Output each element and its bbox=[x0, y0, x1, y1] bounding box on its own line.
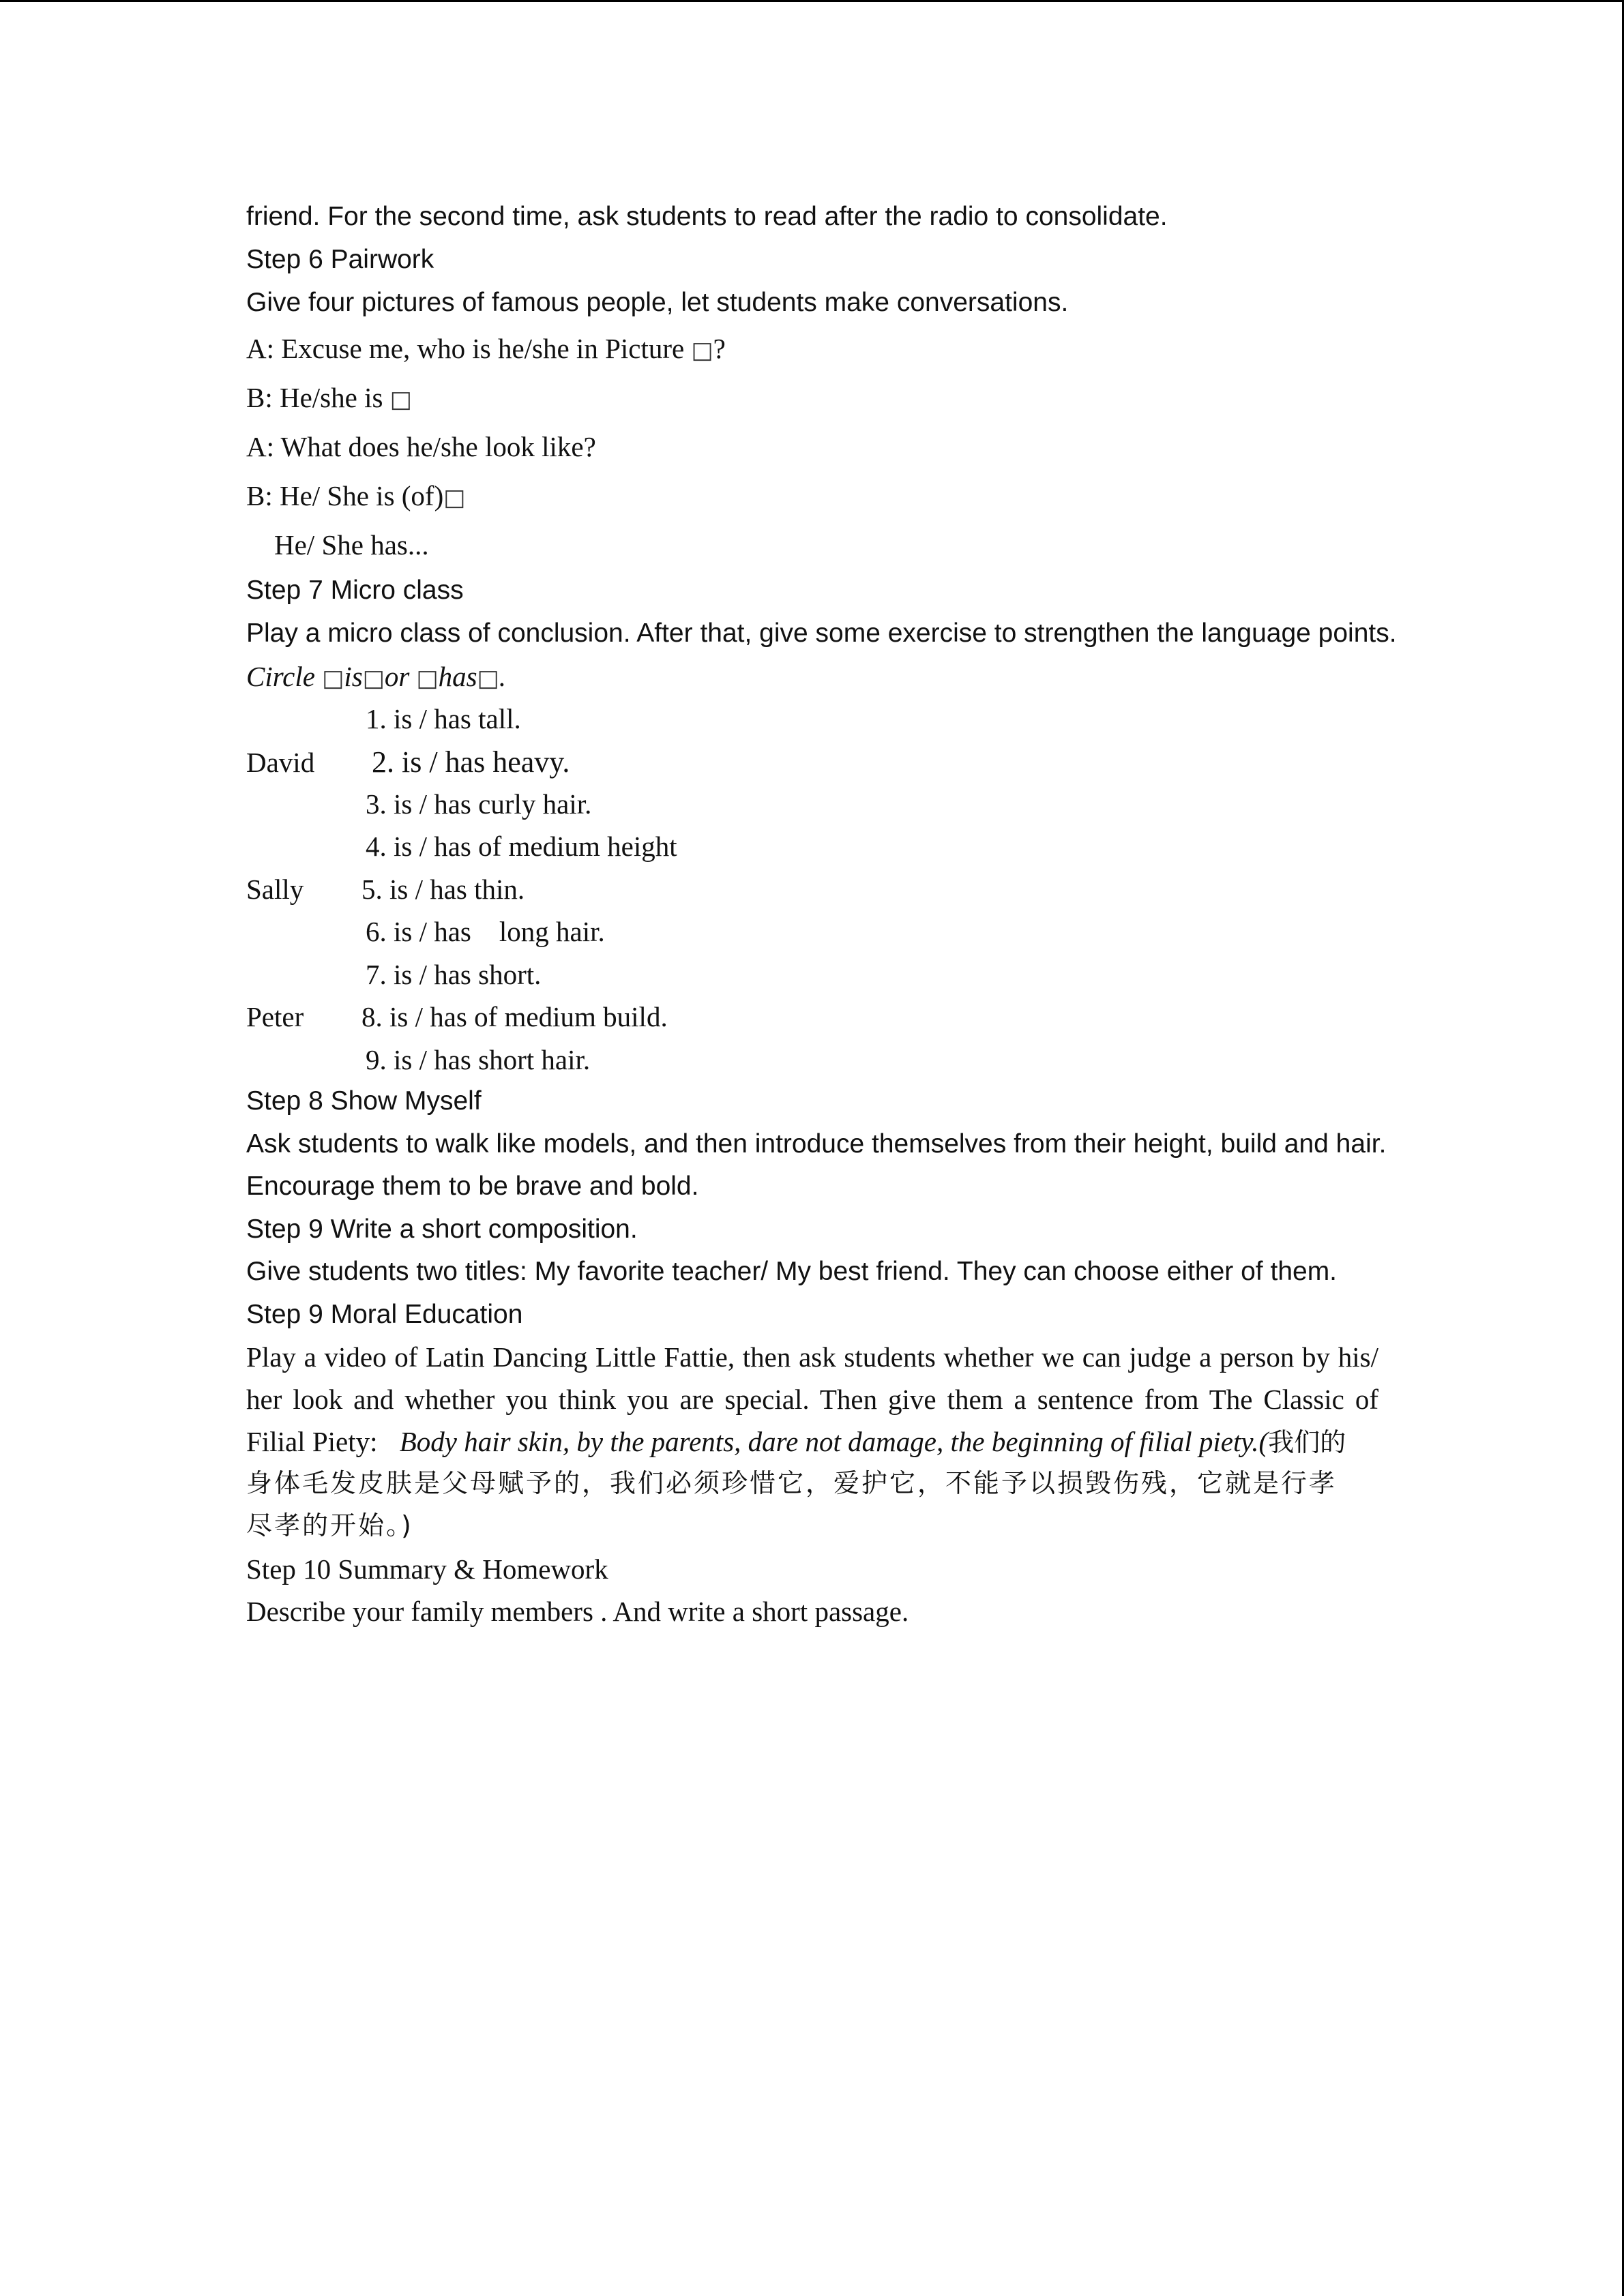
dialogue-text: B: He/she is bbox=[246, 382, 383, 413]
text-line: Play a micro class of conclusion. After that, give some exercise to strengthen the language points. bbox=[246, 618, 1397, 648]
quote-box-icon: □ bbox=[362, 665, 385, 692]
chinese-line: 身体毛发皮肤是父母赋予的，我们必须珍惜它，爱护它，不能予以损毁伤残，它就是行孝 bbox=[246, 1468, 1338, 1498]
exercise-name: Sally bbox=[246, 874, 304, 905]
paragraph-line: her look and whether you think you are special. Then give them a sentence from The Classic of bbox=[246, 1384, 1378, 1415]
step-heading: Step 9 Moral Education bbox=[246, 1300, 523, 1329]
text-line: Give students two titles: My favorite teacher/ My best friend. They can choose either of them. bbox=[246, 1257, 1338, 1286]
text-line: Give four pictures of famous people, let students make conversations. bbox=[246, 288, 1069, 317]
exercise-name: David bbox=[246, 747, 315, 778]
exercise-name: Peter bbox=[246, 1001, 304, 1032]
exercise-item: 9. is / has short hair. bbox=[366, 1044, 591, 1075]
placeholder-box-icon: □ bbox=[443, 484, 466, 511]
chinese-text: 我们的 bbox=[1268, 1427, 1346, 1457]
text-line: friend. For the second time, ask students to read after the radio to consolidate. bbox=[246, 202, 1168, 231]
exercise-item: 3. is / has curly hair. bbox=[366, 788, 592, 820]
exercise-item: 7. is / has short. bbox=[366, 959, 542, 990]
exercise-item: 5. is / has thin. bbox=[361, 874, 525, 905]
exercise-item: 1. is / has tall. bbox=[366, 703, 521, 734]
quote-box-icon: □ bbox=[416, 665, 439, 692]
step-heading: Step 6 Pairwork bbox=[246, 245, 434, 274]
chinese-line: 尽孝的开始。) bbox=[246, 1510, 413, 1540]
dialogue-line bbox=[246, 482, 465, 510]
step-heading: Step 10 Summary & Homework bbox=[246, 1553, 608, 1585]
page-top-border bbox=[0, 0, 1624, 2]
dialogue-line bbox=[246, 384, 412, 412]
quote-box-icon: □ bbox=[322, 665, 344, 692]
exercise-item: 2. is / has heavy. bbox=[372, 745, 570, 779]
paragraph-line: Filial Piety: Body hair skin, by the parents, dare not damage, the beginning of filial piety.(我们的 bbox=[246, 1426, 1346, 1457]
dialogue-line: A: What does he/she look like? bbox=[246, 431, 596, 462]
step-heading: Step 8 Show Myself bbox=[246, 1086, 482, 1116]
step-heading: Step 7 Micro class bbox=[246, 576, 464, 605]
dialogue-line: He/ She has... bbox=[274, 529, 429, 561]
dialogue-text: B: He/ She is (of) bbox=[246, 480, 444, 511]
quote-text: Body hair skin, by the parents, dare not damage, the beginning of filial piety.( bbox=[399, 1426, 1269, 1457]
dialogue-text: ? bbox=[713, 333, 726, 364]
exercise-item: 6. is / has long hair. bbox=[366, 916, 605, 947]
dialogue-text: A: Excuse me, who is he/she in Picture bbox=[246, 333, 685, 364]
text-line: Describe your family members . And write a short passage. bbox=[246, 1596, 909, 1627]
placeholder-box-icon: □ bbox=[691, 337, 713, 364]
exercise-item: 8. is / has of medium build. bbox=[361, 1001, 668, 1032]
placeholder-box-icon: □ bbox=[389, 386, 412, 413]
exercise-instruction: Circle □is□or □has□. bbox=[246, 661, 507, 692]
exercise-item: 4. is / has of medium height bbox=[366, 831, 677, 862]
text-line: Ask students to walk like models, and then introduce themselves from their height, build and hair. bbox=[246, 1129, 1387, 1159]
dialogue-line bbox=[246, 335, 726, 363]
step-heading: Step 9 Write a short composition. bbox=[246, 1214, 638, 1244]
text-line: Encourage them to be brave and bold. bbox=[246, 1172, 699, 1201]
paragraph-line: Play a video of Latin Dancing Little Fattie, then ask students whether we can judge a person by his/ bbox=[246, 1341, 1378, 1373]
quote-box-icon: □ bbox=[477, 665, 499, 692]
